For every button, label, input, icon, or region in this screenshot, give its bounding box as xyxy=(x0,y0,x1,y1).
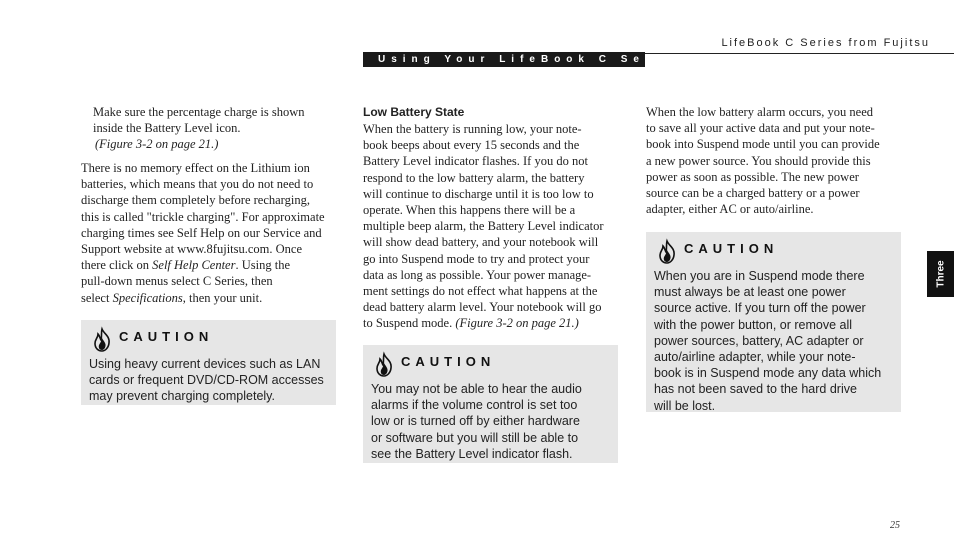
body-line: ment settings do not effect what happens at the xyxy=(363,284,598,299)
body-line xyxy=(81,290,335,306)
caution-title: CAUTION xyxy=(684,241,779,256)
figure-reference: (Figure 3-2 on page 21.) xyxy=(95,137,219,152)
text-span: . Using the xyxy=(235,258,290,273)
body-line: charging times see Self Help on our Service and xyxy=(81,225,322,240)
caution-box-suspend-mode xyxy=(646,232,901,412)
caution-line: or software but you will still be able to xyxy=(371,430,579,445)
self-help-center-term: Self Help Center xyxy=(152,258,236,273)
caution-line: auto/airline adapter, while your note- xyxy=(654,350,856,365)
memory-effect-paragraph xyxy=(81,160,335,306)
caution-text xyxy=(654,268,893,414)
body-line: data as long as possible. Your power manage- xyxy=(363,267,592,282)
specifications-term: Specifications xyxy=(112,290,183,305)
caution-line: has not been saved to the hard drive xyxy=(654,382,857,397)
flame-caution-icon xyxy=(373,353,395,377)
caution-line: power sources, battery, AC adapter or xyxy=(654,333,864,348)
body-line: respond to the low battery alarm, the battery xyxy=(363,170,585,185)
running-header: LifeBook C Series from Fujitsu xyxy=(721,37,930,49)
body-line: book beeps about every 15 seconds and the xyxy=(363,138,580,153)
flame-caution-icon xyxy=(91,328,113,352)
figure-reference: (Figure 3-2 on page 21.) xyxy=(455,316,579,331)
body-line: pull-down menus select C Series, then xyxy=(81,274,273,289)
body-line: adapter, either AC or auto/airline. xyxy=(646,202,814,217)
body-line: will show dead battery, and your notebook will xyxy=(363,235,599,250)
low-battery-paragraph xyxy=(363,121,619,332)
charge-note xyxy=(93,104,333,153)
text-span: to Suspend mode. xyxy=(363,316,456,331)
body-line: Battery Level indicator flashes. If you do not xyxy=(363,154,588,169)
body-line: dead battery alarm level. Your notebook will go xyxy=(363,300,602,315)
flame-caution-icon xyxy=(656,240,678,264)
body-line: go into Suspend mode to try and protect your xyxy=(363,251,590,266)
body-line: discharge them completely before recharging, xyxy=(81,193,310,208)
body-line xyxy=(363,315,619,331)
header-rule xyxy=(645,53,954,54)
text-span: there click on xyxy=(81,258,153,273)
note-line: Make sure the percentage charge is shown xyxy=(93,105,305,119)
body-line: source can be a charged battery or a power xyxy=(646,186,860,201)
body-line: will continue to discharge until it is too low to xyxy=(363,186,594,201)
note-line: inside the Battery Level icon. xyxy=(93,121,241,136)
body-line: multiple beep alarm, the Battery Level indicator xyxy=(363,219,604,234)
caution-title: CAUTION xyxy=(401,354,496,369)
section-heading-low-battery: Low Battery State xyxy=(363,105,465,119)
section-title-bar: Using Your LifeBook C Series xyxy=(363,52,645,67)
body-line: batteries, which means that you do not need to xyxy=(81,177,314,192)
chapter-tab xyxy=(927,251,954,297)
chapter-tab-label: Three xyxy=(935,260,946,288)
caution-line: will be lost. xyxy=(654,398,716,413)
caution-line: with the power button, or remove all xyxy=(654,317,853,332)
body-line: When the low battery alarm occurs, you need xyxy=(646,105,873,119)
text-span: , then your unit. xyxy=(182,290,263,305)
body-line: power as soon as possible. The new power xyxy=(646,169,859,184)
caution-header xyxy=(654,240,893,262)
caution-line: see the Battery Level indicator flash. xyxy=(371,446,573,461)
caution-line: must always be at least one power xyxy=(654,285,846,300)
caution-line: may prevent charging completely. xyxy=(89,389,275,404)
body-line: to save all your active data and put your note- xyxy=(646,121,875,136)
body-line: There is no memory effect on the Lithium ion xyxy=(81,161,310,175)
body-line: this is called "trickle charging". For approximate xyxy=(81,209,325,224)
body-line: Support website at www.8fujitsu.com. Once xyxy=(81,242,303,257)
body-line: book into Suspend mode until you can provide xyxy=(646,137,880,152)
caution-line: You may not be able to hear the audio xyxy=(371,382,582,396)
caution-box-charging xyxy=(81,320,336,405)
body-line xyxy=(81,257,335,273)
caution-text xyxy=(371,381,610,462)
caution-line: cards or frequent DVD/CD-ROM accesses xyxy=(89,373,324,388)
page-number: 25 xyxy=(890,520,900,531)
body-line: When the battery is running low, your note- xyxy=(363,122,582,136)
caution-line: Using heavy current devices such as LAN xyxy=(89,357,321,371)
caution-line: low or is turned off by either hardware xyxy=(371,414,580,429)
caution-line: book is in Suspend mode any data which xyxy=(654,366,882,381)
caution-line: source active. If you turn off the power xyxy=(654,301,866,316)
caution-title: CAUTION xyxy=(119,329,214,344)
low-battery-alarm-paragraph xyxy=(646,104,902,217)
caution-box-audio-alarm xyxy=(363,345,618,463)
caution-line: When you are in Suspend mode there xyxy=(654,269,865,283)
caution-line: alarms if the volume control is set too xyxy=(371,398,578,413)
text-span: select xyxy=(81,290,113,305)
caution-text xyxy=(89,356,328,405)
body-line: operate. When this happens there will be a xyxy=(363,203,576,218)
caution-header xyxy=(371,353,610,375)
caution-header xyxy=(89,328,328,350)
body-line: a new power source. You should provide this xyxy=(646,153,871,168)
